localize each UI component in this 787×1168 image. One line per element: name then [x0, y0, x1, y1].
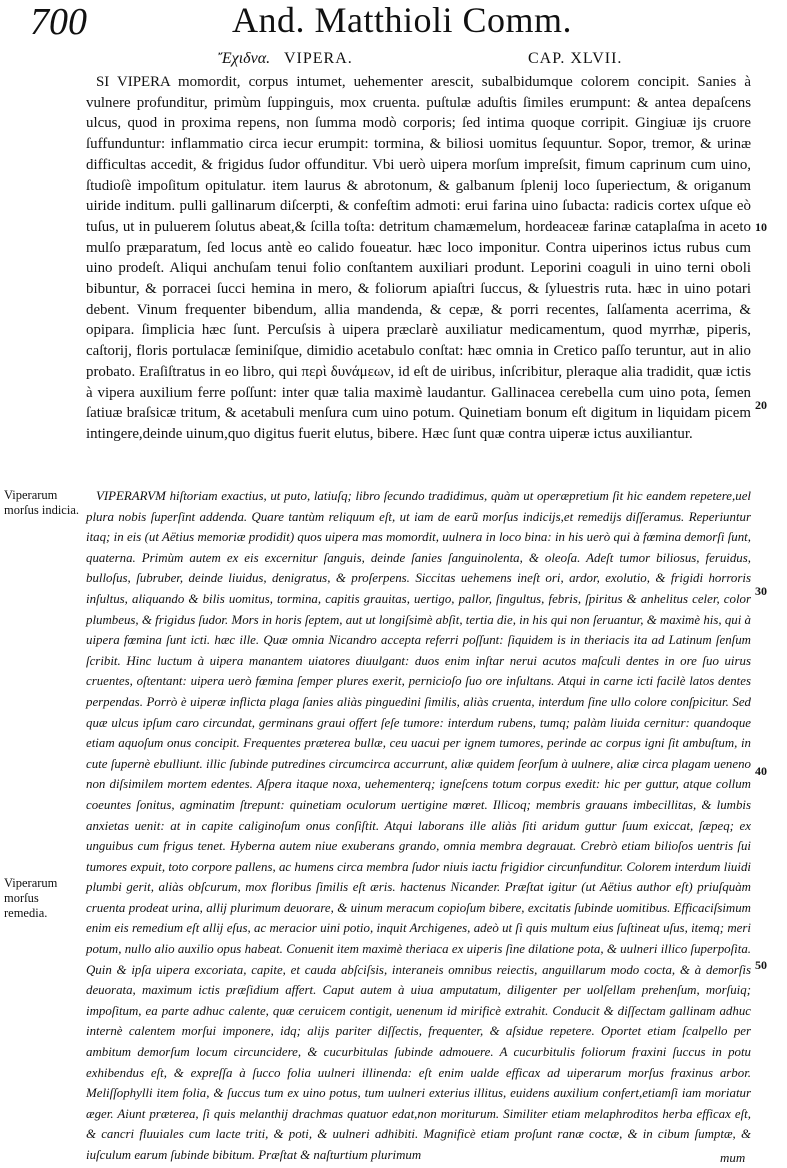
line-number: 50 — [755, 958, 767, 972]
commentary-text-italic — [86, 486, 751, 1168]
paragraph-roman: SI VIPERA momordit, corpus intumet, uehementer arescit, subalbidumque colorem concipit. Sanies à vulnere profunditur, primùm ſuppinguis, mox cruenta. puſtulæ aduſtis ſimiles erumpunt: & antea depaſcens ulcus, quod in proxima repens, non ſumma modò corporis; ſed intima quoque corripit. Gingiuæ ijs cruore ſuffunduntur: inflammatio circa iecur erumpit: tormina, & biliosi uomitus ſequuntur. Sopor, tremor, & urinæ difficultas accedit, & frigidus ſudor offunditur. Vbi uerò uipera morſum impreſsit, fimum caprinum cum uino, ſtudioſè impoſitum opitulatur. item laurus & abrotonum, & galbanum ſplenij loco ſuperiectum, & origanum uiride inditum. pulli gallinarum diſcerpti, & confeſtim admoti: erui farina uino ſubacta: radicis cortex uſque eò tuſus, ut in puluerem ſolutus abeat,& ſcilla toſta: detritum chamæmelum, hordeaceæ farinæ cataplaſma in aceto mulſo præparatum, ſed locus antè eo calido foueatur. hæc loco imponitur. Contra uiperinos ictus rubus cum uino prodeſt. Aliqui anchuſam tenui folio conſtantem auxiliari produnt. Leporini coaguli in uino terni oboli bibuntur, & porracei ſucci hemina in mero, & foliorum apiaſtri ſuccus, & ſyluestris ruta. hæc in uino potari debent. Vinum frequenter bibendum, allia mandenda, & cepæ, & porri recentes, ſalſamenta acerrima, & opipara. ſimplicia hæc ſunt. Percuſsis à uipera præclarè auxiliatur medicamentum, quod myrrhæ, piperis, caſtorij, floris portulacæ ſeminiſque, dimidio acetabulo conſtat: hæc omnia in Cretico paſſo teruntur, aut in alio probato. Eraſiſtratus in eo libro, qui περὶ δυνάμεων, id eſt de uiribus, inſcribitur, pleraque alia tradidit, quæ ictis à vipera auxilium ferre poſſunt: inter quæ talia maximè laudantur. Gallinacea cerebella cum uino pota, ſemen ſatiuæ braſsicæ tritum, & acetabuli menſura cum uino potum. Quinetiam bonum eſt digitum in liquidam picem intingere,deinde uinum,quo digitus fuerit elutus, bibere. Hæc ſunt quæ contra uiperæ ictus auxiliantur. — [86, 74, 751, 442]
line-number: 20 — [755, 398, 767, 412]
greek-heading: Ἔχιδνα. — [218, 50, 271, 67]
chapter-heading — [0, 48, 787, 70]
paragraph-italic: VIPERARVM hiſtoriam exactius, ut puto, latiuſq; libro ſecundo tradidimus, quàm ut operæpretium ſit hic eandem repetere,uel plura nobis ſuperſint addenda. Quare tantùm reliquum eſt, ut iam de earũ morſus indicijs,et remedijs diſſeramus. Reperiuntur itaq; in eis (ut Aëtius memoriæ prodidit) quos uipera mas momordit, uulnera in loco bina: in his uerò qui à fœmina demorſi ſunt, quaterna. Primùm autem ex eis excernitur ſanguis, deinde ſanies ſanguinolenta, & oleoſa. Adeſt tumor biliosus, feruidus, bulloſus, ſubruber, deinde liuidus, denigratus, & proſerpens. Siccitas uehemens ineſt ori, ardor, exolutio, & frigidi horroris inſultus, aliquando & bilis uomitus, tormina, capitis grauitas, uertigo, pallor, ſingultus, febris, ſpiritus & anhelitus celer, color plumbeus, & frigidus ſudor. Mors in horis ſeptem, aut ut longiſsimè abſit, tertia die, in his qui non ſeruantur, & maximè his, qui à uipera fœmina ſunt icti. hæc ille. Quæ omnia Nicandro accepta referri poſſunt: ſiquidem is in theriacis ita ad Latinum ſenſum ſcribit. Hinc luctum à uipera manantem uiatores diuulgant: duos enim inſtar nerui acutos maſculi dentes in ore ſuo uirus cruentes, oſtentant: uipera uerò fœmina ſemper plures exerit, pernicioſo ſuo ore inſultans. Atqui in carne icti facilè latos dentes perpendas. Porrò è uiperæ inflicta plaga ſanies aliàs pinguedini ſimilis, aliàs cruenta, interdum ſine ullo colore conſpicitur. Sed quæ ulcus ipſum caro circundat, germinans graui offert ſeſe tumore: interdum rubens, tumq; palàm liuida cernitur: quandoque etiam aquoſum onus concipit. Frequentes præterea bullæ, ceu uacui per ignem tumores, perinde ac corpus igni ſit ambuſtum, in cute ſupernè ebulliunt. illic ſubinde putredines circumcirca accurrunt, aliæ quidem ſeorſum à uulnere, aliæ circa plagam ueneno non diſsimilem mortem edentes. Aſpera itaque noxa, uehementerq; igneſcens totum corpus exedit: hic per guttur, atque collum coeuntes ſonitus, agminatim ſtrepunt: quinetiam oculorum uertigine mœret. Illicoq; membris grauans imbecillitas, & lumbis anxietas uenit: at in capite caliginoſum onus conſiſtit. Atqui laborans ille aliàs ſiti aridum guttur ſuum exiccat, ſæpeq; ex unguibus cum frigus tenet. Hyberna autem niue exuberans grando, omnia membra degrauat. Crebrò etiam bilioſos uentris ſui tumores expuit, toto corpore pallens, ac humens circa membra ſudor niuis iactu frigidior circunfunditur. Colorem interdum liuidi plumbi gerit, aliàs obſcurum, mox floribus ſimilis eſt æris. hactenus Nicander. Præſtat igitur (ut Aëtius author eſt) priuſquàm cruenta prodeat urina, allij plurimum deuorare, & uinum meracum copioſum bibere, excitatis ſubinde uomitibus. Efficaciſsimum enim eis remedium eſt allij eſus, ac meracior uini potio, inquit Archigenes, adeò ut ſi quis multum eius ſuſtineat uſus, itemq; meri potum, nullo alio auxilio opus habeat. Conuenit item maximè theriaca ex uiperis ſine dilatione pota, & uulneri illico ſuperpoſita. Quin & ipſa uipera excoriata, capite, et cauda abſciſsis, interaneis omnibus reiectis, anguillarum modo cocta, & à demorſis deuorata, maximum ictis præſidium affert. Caput autem à uiua amputatum, diligenter per uolſellam prehenſum, morſuiq; impoſitum, ea parte adhuc calente, quæ ceruicem contigit, uenenum id mirificè extrahit. Conducit & diſſectam gallinam adhuc internè calentem morſui imponere, idq; alijs pariter diſſectis, frequenter, & aſsidue repetere. Oportet etiam ſcalpello per ambitum demorſum locum circuncidere, & cucurbitulas ſubinde admouere. A cucurbitulis foliorum fraxini ſuccus in potu exhibendus eſt, & expreſſa à ſucco folia uulneri illinenda: eſt enim ualde efficax ad uiperarum morſus fraxinus arbor. Meliſſophylli item folia, & ſuccus tum ex uino potus, tum uulneri exterius illitus, euidens auxilium confert,etiamſi iam moriatur æger. Aiunt præterea, ſi quis melanthij drachmas quatuor edat,non moriturum. Similiter etiam melaphroditos herba efficax eſt, & cancri fluuiales cum lacte triti, & poti, & uulneri adhibiti. Magnificè etiam proſunt ranæ coctæ, & in cibum ſumptæ, & iuſculum earum ſubinde bibitum. Præſtat & naſturtium plurimum — [86, 489, 751, 1162]
catchword: mum — [720, 1150, 746, 1165]
section-title: VIPERA. — [284, 50, 353, 67]
main-text-roman — [86, 72, 751, 468]
running-title: And. Matthioli Comm. — [232, 0, 573, 40]
margin-note-indicia: Viperarum morſus indicia. — [4, 488, 79, 517]
chapter-label: CAP. XLVII. — [528, 50, 623, 67]
page-number: 700 — [30, 1, 87, 43]
line-number: 30 — [755, 584, 767, 598]
line-number: 40 — [755, 764, 767, 778]
margin-note-remedia: Viperarum morſus remedia. — [4, 876, 58, 920]
line-number: 10 — [755, 220, 767, 234]
